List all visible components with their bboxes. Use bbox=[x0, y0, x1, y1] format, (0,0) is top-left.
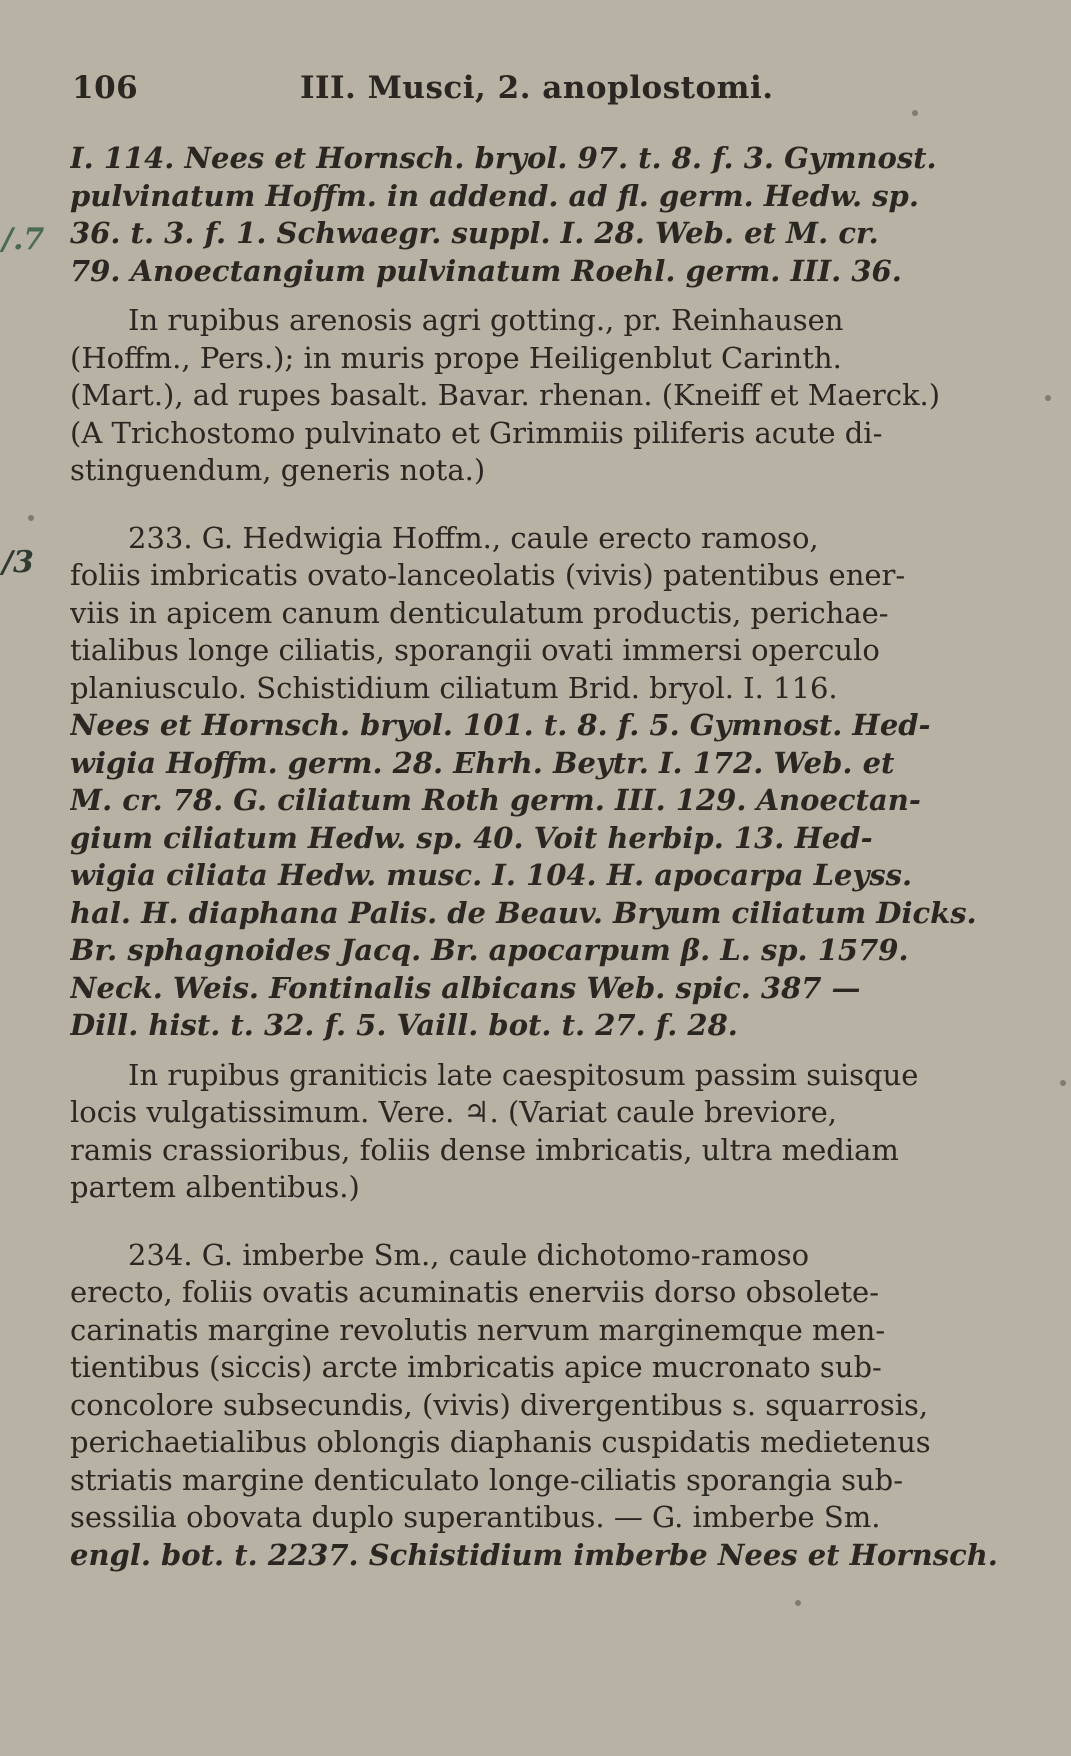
text-line: ramis crassioribus, foliis dense imbricatis, ultra mediam bbox=[70, 1132, 899, 1167]
text-line: In rupibus graniticis late caespitosum passim suisque bbox=[128, 1057, 919, 1092]
text-line: planiusculo. Schistidium ciliatum Brid. bryol. I. 116. bbox=[70, 670, 838, 705]
text-line: viis in apicem canum denticulatum productis, perichae- bbox=[70, 595, 889, 630]
species-entry-233 bbox=[70, 520, 1005, 1045]
text-line: tientibus (siccis) arcte imbricatis apice mucronato sub- bbox=[70, 1350, 882, 1384]
habitat-paragraph-2 bbox=[70, 1057, 1005, 1207]
text-line: engl. bot. t. 2237. Schistidium imberbe Nees et Hornsch. bbox=[70, 1537, 998, 1572]
text-line: Neck. Weis. Fontinalis albicans Web. spic. 387 — bbox=[70, 970, 861, 1005]
text-line: 234. G. imberbe Sm., caule dichotomo-ramoso bbox=[128, 1237, 810, 1272]
text-line: I. 114. Nees et Hornsch. bryol. 97. t. 8. f. 3. Gymnost. bbox=[70, 141, 937, 175]
page-header bbox=[72, 62, 1012, 112]
text-line: pulvinatum Hoffm. in addend. ad fl. germ. Hedw. sp. bbox=[70, 178, 919, 213]
paper-speck bbox=[795, 1600, 801, 1606]
synonymy-block-1 bbox=[70, 140, 1005, 290]
paper-speck bbox=[1045, 395, 1051, 401]
text-line: sessilia obovata duplo superantibus. — G. imberbe Sm. bbox=[70, 1500, 881, 1534]
text-line: Br. sphagnoides Jacq. Br. apocarpum β. L. sp. 1579. bbox=[70, 933, 909, 967]
text-line: 79. Anoectangium pulvinatum Roehl. germ. III. 36. bbox=[70, 253, 902, 288]
text-line: erecto, foliis ovatis acuminatis enerviis dorso obsolete- bbox=[70, 1275, 879, 1309]
text-line: locis vulgatissimum. Vere. ♃. (Variat caule breviore, bbox=[70, 1095, 837, 1129]
text-line: (Mart.), ad rupes basalt. Bavar. rhenan. (Kneiff et Maerck.) bbox=[70, 378, 941, 412]
text-line: Nees et Hornsch. bryol. 101. t. 8. f. 5. Gymnost. Hed- bbox=[70, 708, 931, 742]
text-line: wigia ciliata Hedw. musc. I. 104. H. apocarpa Leyss. bbox=[70, 858, 913, 892]
paper-speck bbox=[1060, 1080, 1066, 1086]
text-line: Dill. hist. t. 32. f. 5. Vaill. bot. t. 27. f. 28. bbox=[70, 1008, 738, 1042]
text-line: tialibus longe ciliatis, sporangii ovati immersi operculo bbox=[70, 633, 880, 667]
paper-speck bbox=[28, 515, 34, 521]
text-line: gium ciliatum Hedw. sp. 40. Voit herbip. 13. Hed- bbox=[70, 820, 873, 855]
paper-speck bbox=[912, 110, 918, 116]
text-line: hal. H. diaphana Palis. de Beauv. Bryum ciliatum Dicks. bbox=[70, 895, 977, 930]
text-line: 36. t. 3. f. 1. Schwaegr. suppl. I. 28. Web. et M. cr. bbox=[70, 216, 879, 250]
text-line: partem albentibus.) bbox=[70, 1170, 360, 1204]
text-line: carinatis margine revolutis nervum marginemque men- bbox=[70, 1312, 886, 1347]
margin-pencil-note-mid: /3 bbox=[2, 545, 34, 580]
species-entry-234 bbox=[70, 1237, 1005, 1575]
text-line: stinguendum, generis nota.) bbox=[70, 453, 486, 487]
text-line: (A Trichostomo pulvinato et Grimmiis piliferis acute di- bbox=[70, 415, 883, 450]
text-line: concolore subsecundis, (vivis) divergentibus s. squarrosis, bbox=[70, 1387, 929, 1422]
text-line: foliis imbricatis ovato-lanceolatis (vivis) patentibus ener- bbox=[70, 558, 906, 592]
running-title: III. Musci, 2. anoplostomi. bbox=[300, 70, 774, 106]
text-line: In rupibus arenosis agri gotting., pr. Reinhausen bbox=[128, 303, 844, 337]
body-text bbox=[70, 140, 1005, 1574]
margin-pencil-note-top: /.7 bbox=[2, 222, 45, 257]
text-line: perichaetialibus oblongis diaphanis cuspidatis medietenus bbox=[70, 1425, 931, 1459]
page-number: 106 bbox=[72, 70, 139, 106]
text-line: striatis margine denticulato longe-ciliatis sporangia sub- bbox=[70, 1462, 904, 1497]
text-line: wigia Hoffm. germ. 28. Ehrh. Beytr. I. 172. Web. et bbox=[70, 745, 895, 780]
text-line: (Hoffm., Pers.); in muris prope Heiligenblut Carinth. bbox=[70, 340, 842, 375]
habitat-paragraph-1 bbox=[70, 302, 1005, 490]
text-line: M. cr. 78. G. ciliatum Roth germ. III. 129. Anoectan- bbox=[70, 783, 921, 817]
text-line: 233. G. Hedwigia Hoffm., caule erecto ramoso, bbox=[128, 520, 819, 555]
